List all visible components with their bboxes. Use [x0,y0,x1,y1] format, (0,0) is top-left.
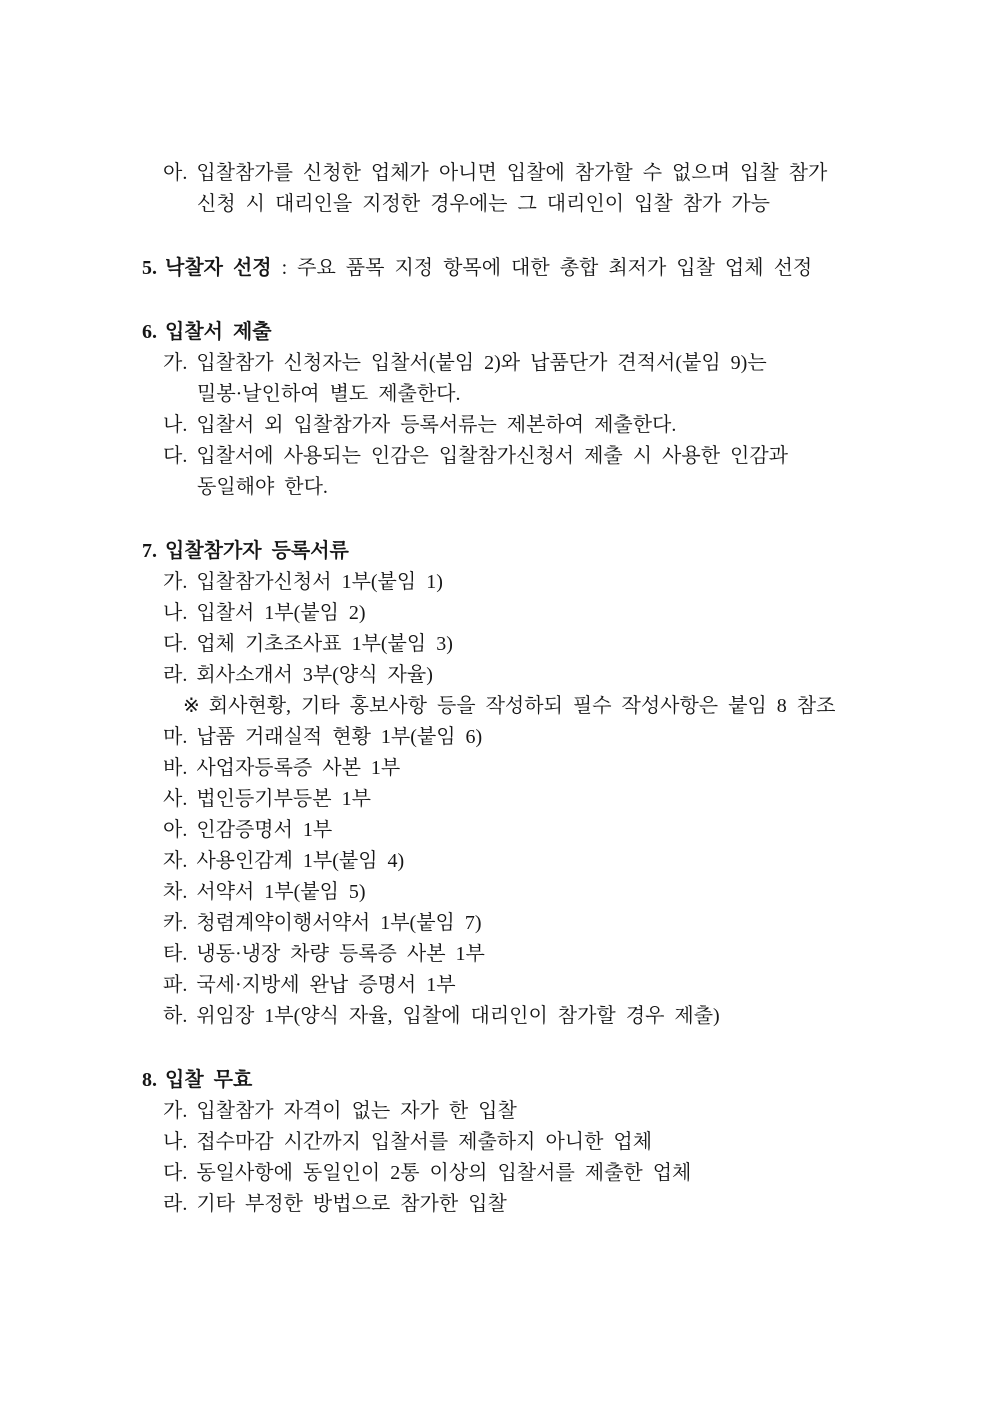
line-text: 회사현황, 기타 홍보사항 등을 작성하되 필수 작성사항은 붙임 8 참조 [208,695,836,717]
line-text: 서약서 1부(붙임 5) [196,881,366,903]
item-marker: 가. [163,352,188,374]
item-marker: 나. [163,1131,188,1153]
item-marker: 나. [163,602,188,624]
line-text: 입찰서에 사용되는 인감은 입찰참가신청서 제출 시 사용한 인감과 [196,445,788,467]
line-text: 동일사항에 동일인이 2통 이상의 입찰서를 제출한 업체 [196,1162,692,1184]
line-text: 사용인감계 1부(붙임 4) [196,850,405,872]
line-text: 사업자등록증 사본 1부 [196,757,401,779]
item-marker: 아. [163,162,188,184]
item-marker: 차. [163,881,188,903]
line-text: 청렴계약이행서약서 1부(붙임 7) [196,912,482,934]
continuation-line [197,472,992,503]
item-marker: 사. [163,788,188,810]
item-marker: 나. [163,414,188,436]
line-text: 국세·지방세 완납 증명서 1부 [196,974,456,996]
item-marker: 라. [163,664,188,686]
line-text: 위임장 1부(양식 자율, 입찰에 대리인이 참가할 경우 제출) [196,1005,720,1027]
section-title: 입찰참가자 등록서류 [165,540,349,562]
line-text: 기타 부정한 방법으로 참가한 입찰 [196,1193,507,1215]
list-item [163,908,992,939]
item-marker: 하. [163,1005,188,1027]
line-text: 인감증명서 1부 [196,819,333,841]
line-text: 입찰참가를 신청한 업체가 아니면 입찰에 참가할 수 없으며 입찰 참가 [196,162,828,184]
list-item [163,441,992,472]
section-title: 낙찰자 선정 [165,257,272,279]
section-number: 6. [142,321,157,343]
section-title: 입찰서 제출 [165,321,272,343]
list-item [163,784,992,815]
line-text: 냉동·냉장 차량 등록증 사본 1부 [196,943,485,965]
line-text: 법인등기부등본 1부 [196,788,371,810]
item-marker: 카. [163,912,188,934]
line-text: 입찰서 1부(붙임 2) [196,602,366,624]
continuation-line [197,189,992,220]
list-item [163,846,992,877]
item-marker: 가. [163,571,188,593]
list-item [163,939,992,970]
document-body [0,158,992,1220]
section-heading [142,1065,992,1096]
heading-separator: : [271,257,298,279]
line-text: 동일해야 한다. [197,476,328,498]
line-text: 입찰참가 자격이 없는 자가 한 입찰 [196,1100,517,1122]
line-text: 입찰참가 신청자는 입찰서(붙임 2)와 납품단가 견적서(붙임 9)는 [196,352,767,374]
list-item [163,1189,992,1220]
list-item [163,410,992,441]
line-text: 신청 시 대리인을 지정한 경우에는 그 대리인이 입찰 참가 가능 [197,193,770,215]
section-heading [142,253,992,284]
list-item [163,753,992,784]
list-item [163,660,992,691]
line-text: 입찰참가신청서 1부(붙임 1) [196,571,443,593]
item-marker: 다. [163,445,188,467]
item-marker: 마. [163,726,188,748]
section-number: 8. [142,1069,157,1091]
note-line [183,691,992,722]
list-item [163,970,992,1001]
list-item [163,877,992,908]
item-marker: ※ [183,695,200,717]
item-marker: 라. [163,1193,188,1215]
item-marker: 자. [163,850,188,872]
list-item [163,348,992,379]
list-item [163,1127,992,1158]
item-marker: 파. [163,974,188,996]
item-marker: 타. [163,943,188,965]
list-item [163,722,992,753]
item-marker: 다. [163,633,188,655]
line-text: 납품 거래실적 현황 1부(붙임 6) [196,726,483,748]
line-text: 입찰서 외 입찰참가자 등록서류는 제본하여 제출한다. [196,414,677,436]
item-marker: 가. [163,1100,188,1122]
section-title: 입찰 무효 [165,1069,253,1091]
heading-text: 주요 품목 지정 항목에 대한 총합 최저가 입찰 업체 선정 [297,257,813,279]
list-item [163,1001,992,1032]
list-item [163,567,992,598]
section-number: 7. [142,540,157,562]
list-item [163,1096,992,1127]
item-marker: 아. [163,819,188,841]
line-text: 접수마감 시간까지 입찰서를 제출하지 아니한 업체 [196,1131,653,1153]
item-marker: 다. [163,1162,188,1184]
line-text: 밀봉·날인하여 별도 제출한다. [197,383,461,405]
section-heading [142,536,992,567]
list-item [163,598,992,629]
list-item [163,158,992,189]
line-text: 회사소개서 3부(양식 자율) [196,664,433,686]
line-text: 업체 기초조사표 1부(붙임 3) [196,633,453,655]
item-marker: 바. [163,757,188,779]
list-item [163,629,992,660]
list-item [163,815,992,846]
list-item [163,1158,992,1189]
continuation-line [197,379,992,410]
section-number: 5. [142,257,157,279]
section-heading [142,317,992,348]
